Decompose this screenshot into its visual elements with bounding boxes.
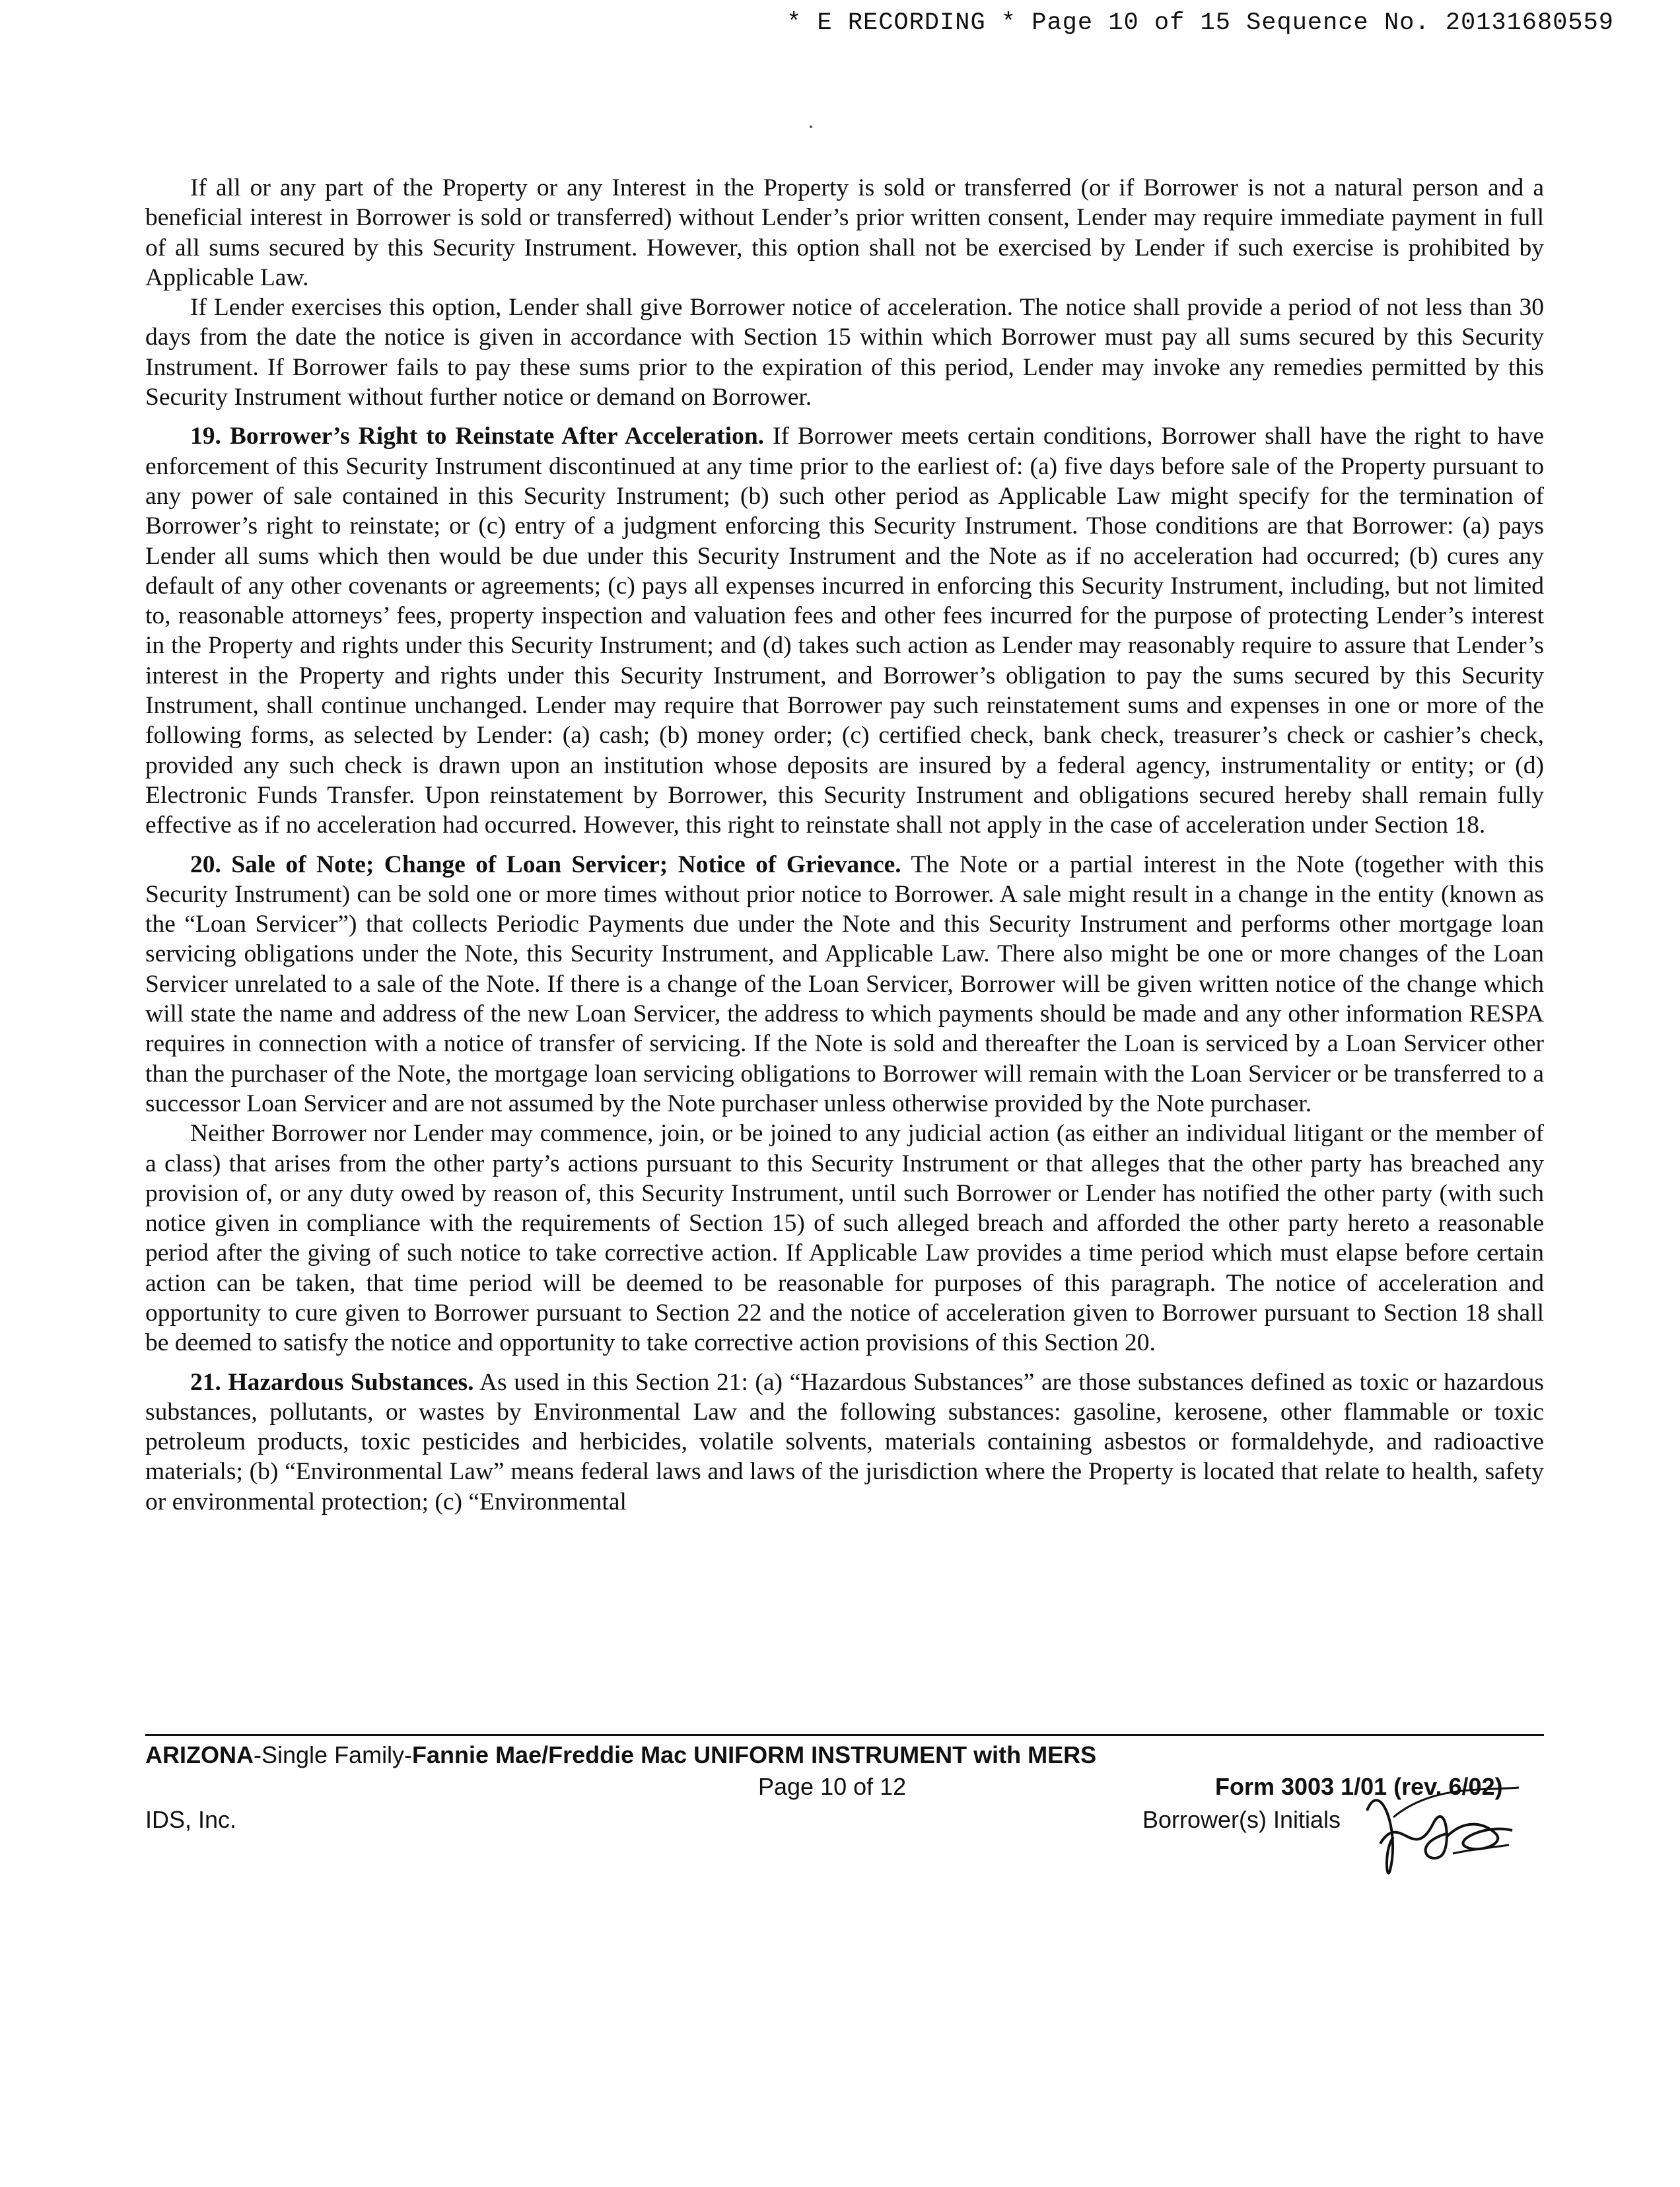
- footer-state: ARIZONA: [145, 1741, 254, 1768]
- footer-title: [145, 1743, 1096, 1767]
- section-21-text: As used in this Section 21: (a) “Hazardous Substances” are those substances defined as toxic or hazardous substances, pollutants, or wastes by Environmental Law and the following substances: gasoline, kerosene, other flammable or toxic petroleum products, toxic pesticides and herbicides, volatile solvents, materials containing asbestos or formaldehyde, and radioactive materials; (b) “Environmental Law” means federal laws and laws of the jurisdiction where the Property is located that relate to health, safety or environmental protection; (c) “Environmental: [145, 1368, 1544, 1515]
- section-21: [145, 1368, 1544, 1517]
- section-21-heading: 21. Hazardous Substances.: [190, 1368, 474, 1396]
- paragraph-transfer: If all or any part of the Property or any Interest in the Property is sold or transferred (or if Borrower is not a natural person and a beneficial interest in Borrower is sold or transferred) without Lender’s prior written consent, Lender may require immediate payment in full of all sums secured by this Security Instrument. However, this option shall not be exercised by Lender if such exercise is prohibited by Applicable Law.: [145, 174, 1544, 291]
- paragraph-acceleration-notice: If Lender exercises this option, Lender shall give Borrower notice of acceleration. The notice shall provide a period of not less than 30 days from the date the notice is given in accordance with Section 15 within which Borrower must pay all sums secured by this Security Instrument. If Borrower fails to pay these sums prior to the expiration of this period, Lender may invoke any remedies permitted by this Security Instrument without further notice or demand on Borrower.: [145, 294, 1544, 411]
- footer-instrument: Fannie Mae/Freddie Mac UNIFORM INSTRUMENT with MERS: [412, 1741, 1097, 1768]
- recording-header: * E RECORDING * Page 10 of 15 Sequence No. 20131680559: [787, 9, 1614, 37]
- section-19-text: If Borrower meets certain conditions, Borrower shall have the right to have enforcement of this Security Instrument discontinued at any time prior to the earliest of: (a) five days before sale of the Property pursuant to any power of sale contained in this Security Instrument; (b) such other period as Applicable Law might specify for the termination of Borrower’s right to reinstate; or (c) entry of a judgment enforcing this Security Instrument. Those conditions are that Borrower: (a) pays Lender all sums which then would be due under this Security Instrument and the Note as if no acceleration had occurred; (b) cures any default of any other covenants or agreements; (c) pays all expenses incurred in enforcing this Security Instrument, including, but not limited to, reasonable attorneys’ fees, property inspection and valuation fees and other fees incurred for the purpose of protecting Lender’s interest in the Property and rights under this Security Instrument; and (d) takes such action as Lender may reasonably require to assure that Lender’s interest in the Property and rights under this Security Instrument, and Borrower’s obligation to pay the sums secured by this Security Instrument, shall continue unchanged. Lender may require that Borrower pay such reinstatement sums and expenses in one or more of the following forms, as selected by Lender: (a) cash; (b) money order; (c) certified check, bank check, treasurer’s check or cashier’s check, provided any such check is drawn upon an institution whose deposits are insured by a federal agency, instrumentality or entity; or (d) Electronic Funds Transfer. Upon reinstatement by Borrower, this Security Instrument and obligations secured hereby shall remain fully effective as if no acceleration had occurred. However, this right to reinstate shall not apply in the case of acceleration under Section 18.: [145, 423, 1545, 839]
- section-20-paragraph-2: Neither Borrower nor Lender may commence, join, or be joined to any judicial action (as either an individual litigant or the member of a class) that arises from the other party’s actions pursuant to this Security Instrument or that alleges that the other party has breached any provision of, or any duty owed by reason of, this Security Instrument, until such Borrower or Lender has notified the other party (with such notice given in compliance with the requirements of Section 15) of such alleged breach and afforded the other party hereto a reasonable period after the giving of such notice to take corrective action. If Applicable Law provides a time period which must elapse before certain action can be taken, that time period will be deemed to be reasonable for purposes of this paragraph. The notice of acceleration and opportunity to cure given to Borrower pursuant to Section 22 and the notice of acceleration given to Borrower pursuant to Section 18 shall be deemed to satisfy the notice and opportunity to take corrective action provisions of this Section 20.: [145, 1120, 1544, 1357]
- section-20-text: The Note or a partial interest in the Note (together with this Security Instrument) can be sold one or more times without prior notice to Borrower. A sale might result in a change in the entity (known as the “Loan Servicer”) that collects Periodic Payments due under the Note and this Security Instrument and performs other mortgage loan servicing obligations under the Note, this Security Instrument, and Applicable Law. There also might be one or more changes of the Loan Servicer unrelated to a sale of the Note. If there is a change of the Loan Servicer, Borrower will be given written notice of the change which will state the name and address of the new Loan Servicer, the address to which payments should be made and any other information RESPA requires in connection with a notice of transfer of servicing. If the Note is sold and thereafter the Loan is serviced by a Loan Servicer other than the purchaser of the Note, the mortgage loan servicing obligations to Borrower will remain with the Loan Servicer or be transferred to a successor Loan Servicer and are not assumed by the Note purchaser unless otherwise provided by the Note purchaser.: [145, 850, 1544, 1117]
- footer-company: IDS, Inc.: [145, 1806, 237, 1833]
- footer-page-number: Page 10 of 12: [758, 1773, 907, 1800]
- section-20: [145, 850, 1544, 1119]
- section-20-heading: 20. Sale of Note; Change of Loan Servicer; Notice of Grievance.: [190, 850, 901, 878]
- section-19-heading: 19. Borrower’s Right to Reinstate After Acceleration.: [190, 423, 765, 450]
- footer-form-number: Form 3003 1/01 (rev. 6/02): [1215, 1773, 1503, 1800]
- borrower-initials-signature: [1354, 1771, 1525, 1890]
- footer-separator: -Single Family-: [254, 1741, 413, 1768]
- footer-divider: [145, 1734, 1544, 1736]
- section-19: [145, 421, 1544, 840]
- footer-initials-label: Borrower(s) Initials: [1142, 1806, 1341, 1833]
- document-body: [145, 173, 1544, 1517]
- scan-speck: [810, 125, 812, 128]
